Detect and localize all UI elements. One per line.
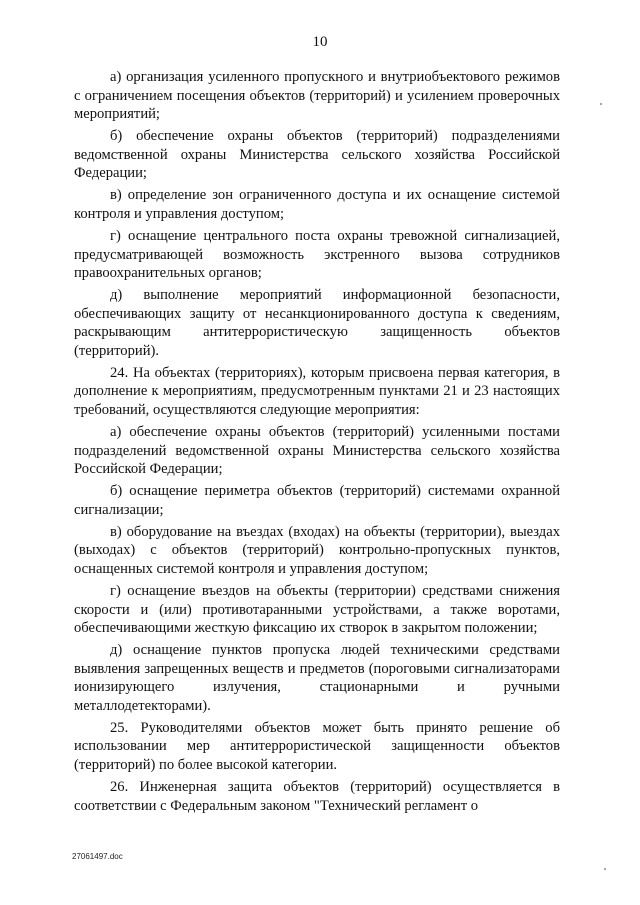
paragraph: 25. Руководителями объектов может быть принято решение об использовании мер антитеррористической защищенности объектов (территорий) по более высокой категории. bbox=[74, 719, 560, 774]
document-body bbox=[74, 68, 560, 819]
scan-speck bbox=[600, 103, 602, 105]
paragraph: г) оснащение центрального поста охраны тревожной сигнализацией, предусматривающей возможность экстренного вызова сотрудников правоохранительных органов; bbox=[74, 227, 560, 282]
paragraph: б) оснащение периметра объектов (территорий) системами охранной сигнализации; bbox=[74, 483, 560, 518]
paragraph: а) организация усиленного пропускного и внутриобъектового режимов с ограничением посещения объектов (территорий) и усилением проверочных мероприятий; bbox=[74, 69, 560, 123]
paragraph: 26. Инженерная защита объектов (территорий) осуществляется в соответствии с Федеральным законом "Технический регламент о bbox=[74, 779, 560, 814]
paragraph: в) определение зон ограниченного доступа и их оснащение системой контроля и управления доступом; bbox=[74, 187, 560, 222]
paragraph: д) оснащение пунктов пропуска людей техническими средствами выявления запрещенных веществ и предметов (пороговыми сигнализаторами ионизирующего излучения, стационарными и ручными металлодетекторами). bbox=[74, 642, 560, 714]
paragraph: д) выполнение мероприятий информационной безопасности, обеспечивающих защиту от несанкционированного доступа к сведениям, раскрывающим антитеррористическую защищенность объектов (территорий). bbox=[74, 287, 560, 359]
paragraph: 24. На объектах (территориях), которым присвоена первая категория, в дополнение к мероприятиям, предусмотренным пунктами 21 и 23 настоящих требований, осуществляются следующие мероприятия: bbox=[74, 364, 560, 419]
paragraph: б) обеспечение охраны объектов (территорий) подразделениями ведомственной охраны Министерства сельского хозяйства Российской Федерации; bbox=[74, 128, 560, 182]
scan-speck bbox=[604, 868, 606, 870]
footer-filename: 27061497.doc bbox=[72, 852, 123, 861]
paragraph: в) оборудование на въездах (входах) на объекты (территории), выездах (выходах) с объектов (территорий) контрольно-пропускных пунктов, оснащенных системой контроля и управления доступом; bbox=[74, 523, 560, 577]
paragraph: г) оснащение въездов на объекты (территории) средствами снижения скорости и (или) противотаранными устройствами, а также воротами, обеспечивающими жесткую фиксацию их створок в закрытом положении; bbox=[74, 582, 560, 637]
page-number: 10 bbox=[312, 34, 328, 50]
paragraph: а) обеспечение охраны объектов (территорий) усиленными постами подразделений ведомственной охраны Министерства сельского хозяйства Российской Федерации; bbox=[74, 424, 560, 478]
